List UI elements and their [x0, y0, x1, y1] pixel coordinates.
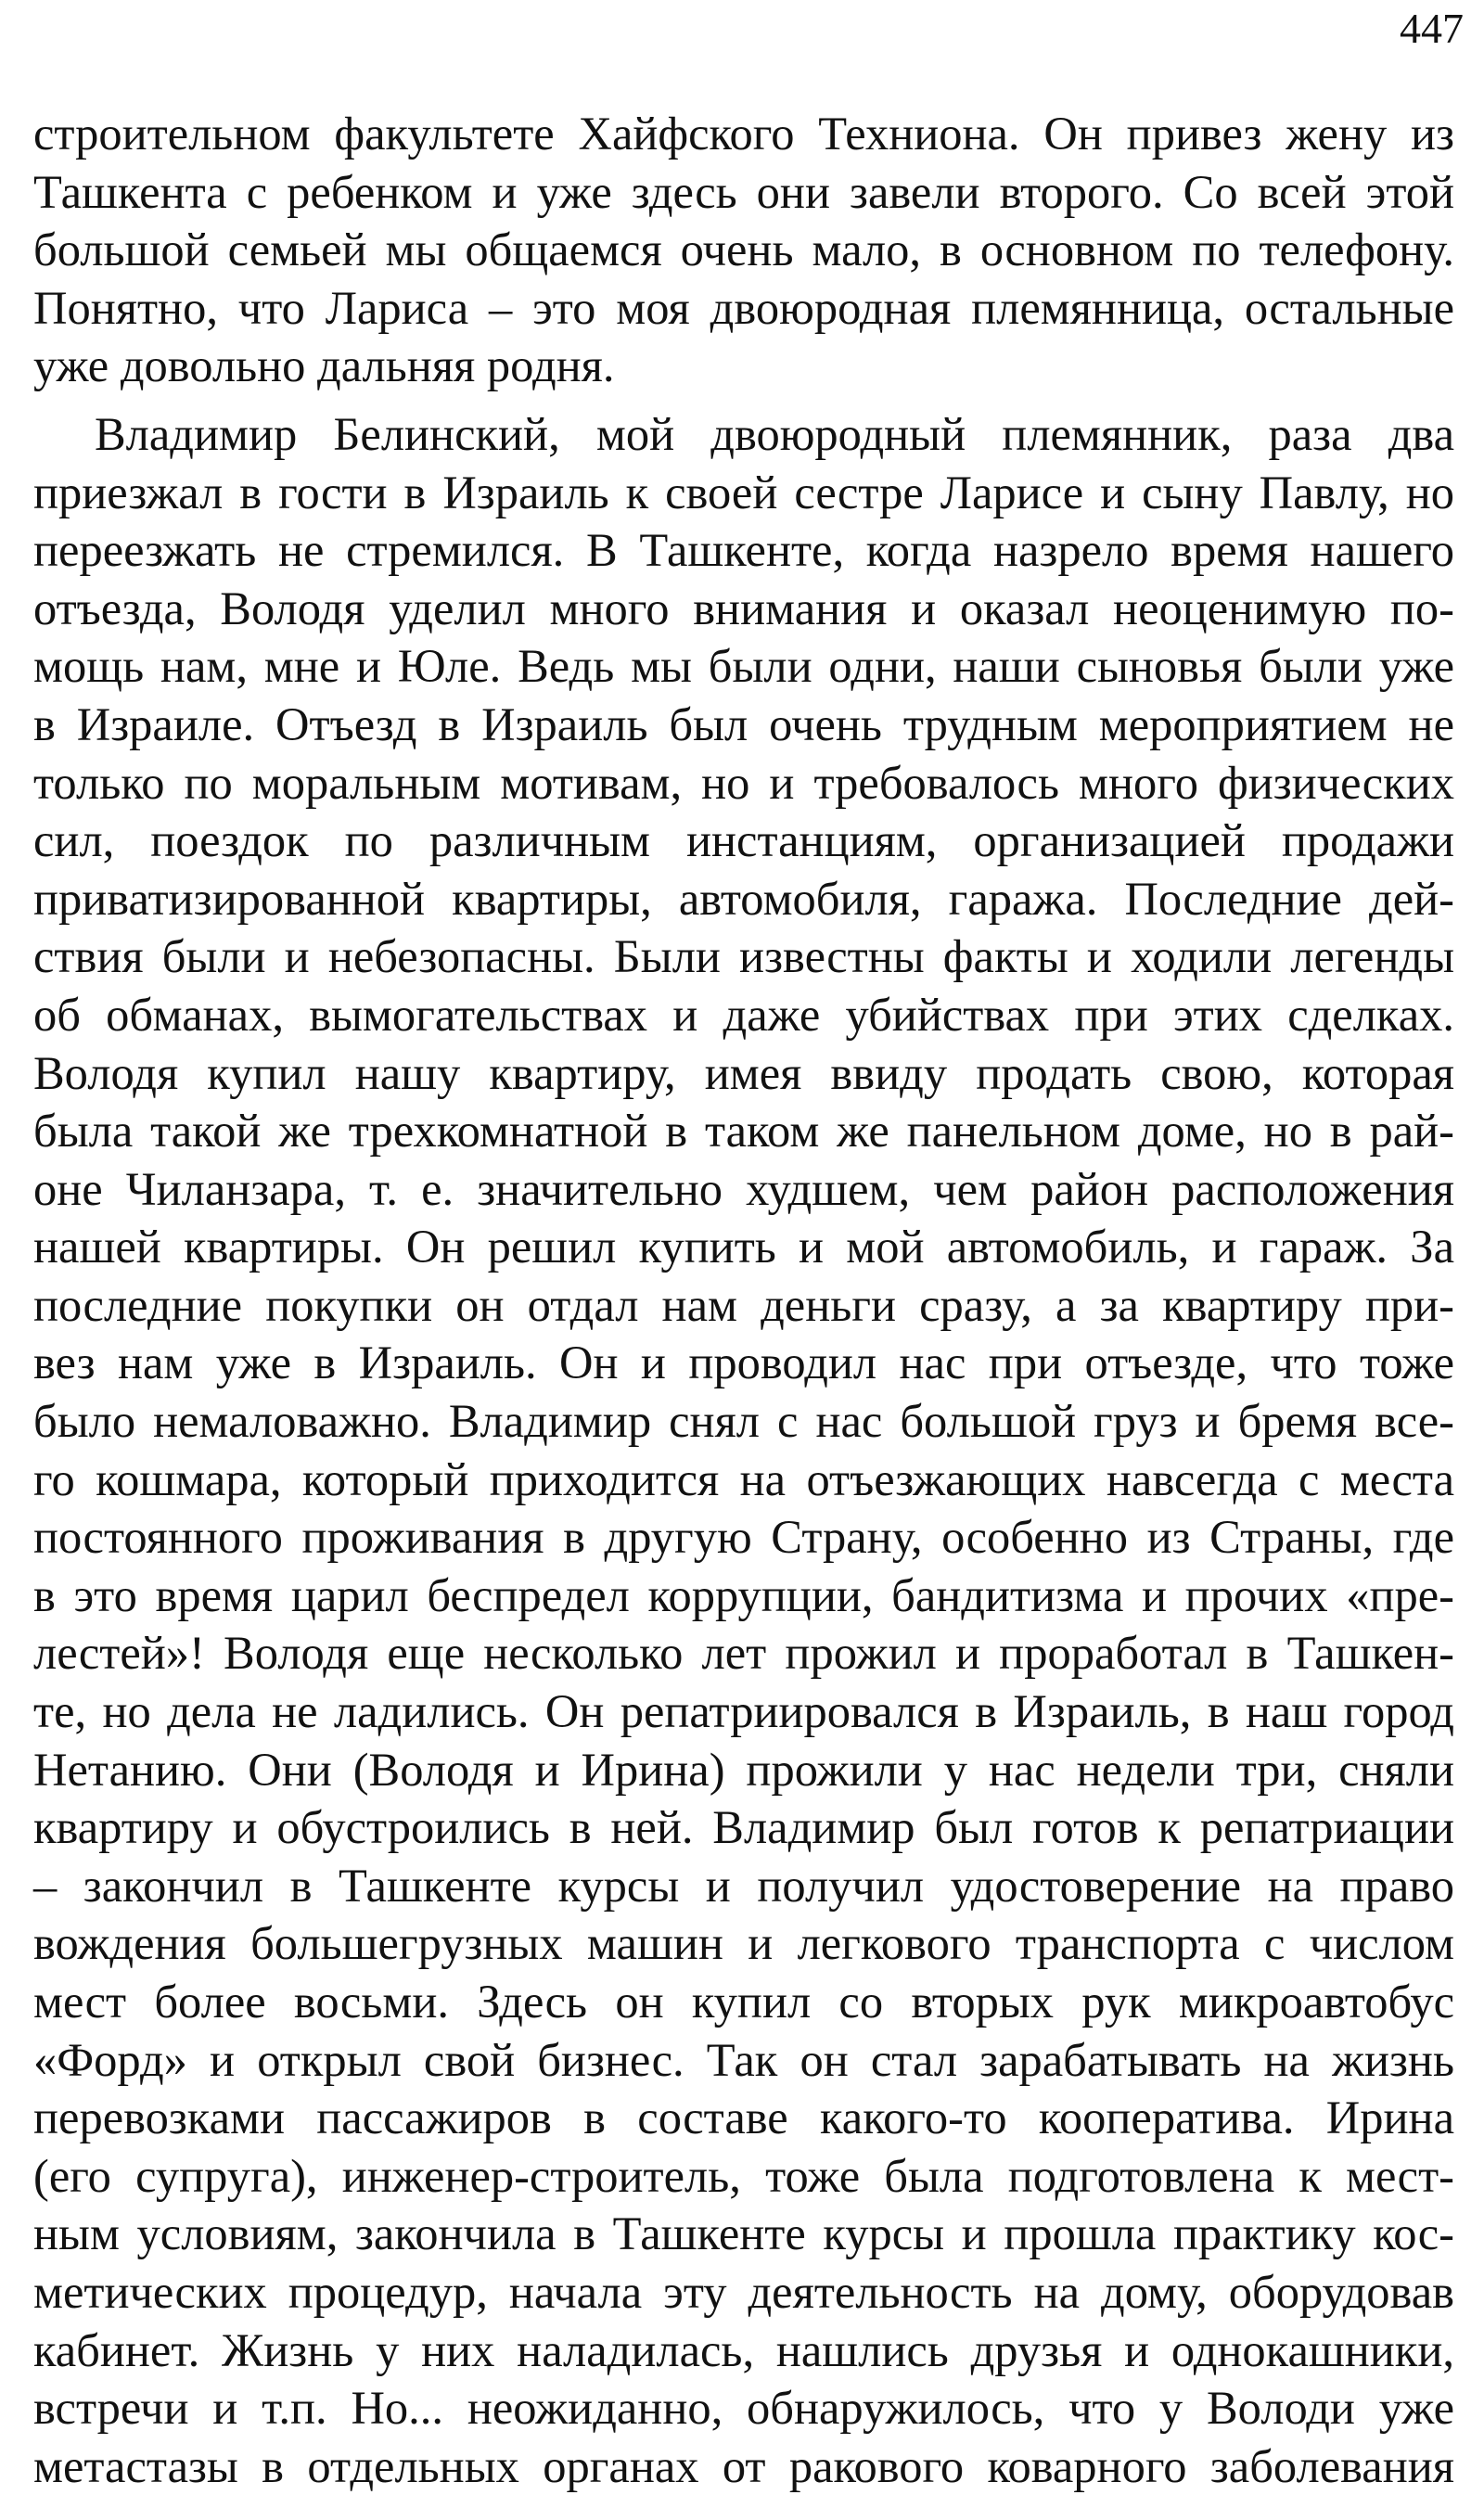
text-line: сил, поездок по различным инстанциям, организацией продажи [33, 814, 1454, 867]
text-line: ствия были и небезопасны. Были известны факты и ходили легенды [33, 930, 1454, 983]
text-line: мест более восьми. Здесь он купил со вторых рук микроавтобус [33, 1976, 1454, 2028]
text-line: квартиру и обустроились в ней. Владимир был готов к репатриации [33, 1801, 1454, 1854]
text-line: вез нам уже в Израиль. Он и проводил нас при отъезде, что тоже [33, 1337, 1454, 1389]
text-line: уже довольно дальняя родня. [33, 339, 615, 392]
text-line: (его супруга), инженер-строитель, тоже была подготовлена к мест- [33, 2149, 1454, 2202]
text-line: «Форд» и открыл свой бизнес. Так он стал зарабатывать на жизнь [33, 2033, 1454, 2086]
page-number: 447 [1400, 5, 1464, 52]
text-line: было немаловажно. Владимир снял с нас большой груз и бремя все- [33, 1395, 1454, 1448]
text-line: вождения большегрузных машин и легкового транспорта с числом [33, 1917, 1454, 1970]
text-line: постоянного проживания в другую Страну, особенно из Страны, где [33, 1511, 1454, 1564]
text-line: мощь нам, мне и Юле. Ведь мы были одни, наши сыновья были уже [33, 640, 1454, 693]
text-line: приватизированной квартиры, автомобиля, гаража. Последние дей- [33, 872, 1454, 925]
text-line: об обманах, вымогательствах и даже убийствах при этих сделках. [33, 988, 1454, 1041]
text-line: Понятно, что Лариса – это моя двоюродная племянница, остальные [33, 281, 1454, 334]
text-line: отъезда, Володя уделил много внимания и оказал неоценимую по- [33, 582, 1454, 634]
text-line: большой семьей мы общаемся очень мало, в основном по телефону. [33, 224, 1454, 276]
text-line: кабинет. Жизнь у них наладилась, нашлись друзья и однокашники, [33, 2323, 1454, 2376]
text-line: приезжал в гости в Израиль к своей сестре Ларисе и сыну Павлу, но [33, 466, 1454, 518]
text-line: Владимир Белинский, мой двоюродный племянник, раза два [95, 407, 1454, 460]
text-line: Нетанию. Они (Володя и Ирина) прожили у нас недели три, сняли [33, 1743, 1454, 1796]
body-text [33, 105, 1454, 2495]
text-line: последние покупки он отдал нам деньги сразу, а за квартиру при- [33, 1278, 1454, 1331]
text-line: Ташкента с ребенком и уже здесь они завели второго. Со всей этой [33, 165, 1454, 218]
text-line: те, но дела не ладились. Он репатриировался в Израиль, в наш город [33, 1685, 1454, 1738]
text-line: в это время царил беспредел коррупции, бандитизма и прочих «пре- [33, 1568, 1454, 1621]
text-line: ным условиям, закончила в Ташкенте курсы и прошла практику кос- [33, 2207, 1454, 2260]
paragraph [33, 405, 1454, 2495]
text-line: только по моральным мотивам, но и требовалось много физических [33, 756, 1454, 809]
text-line: переезжать не стремился. В Ташкенте, когда назрело время нашего [33, 524, 1454, 577]
text-line: оне Чиланзара, т. е. значительно худшем, чем район расположения [33, 1162, 1454, 1215]
text-line: строительном факультете Хайфского Техниона. Он привез жену из [33, 108, 1454, 160]
text-line: го кошмара, который приходится на отъезжающих навсегда с места [33, 1452, 1454, 1505]
text-line: Володя купил нашу квартиру, имея ввиду продать свою, которая [33, 1046, 1454, 1099]
text-line: нашей квартиры. Он решил купить и мой автомобиль, и гараж. За [33, 1221, 1454, 1273]
text-line: метических процедур, начала эту деятельность на дому, оборудовав [33, 2265, 1454, 2318]
text-line: была такой же трехкомнатной в таком же панельном доме, но в рай- [33, 1105, 1454, 1158]
text-line: перевозками пассажиров в составе какого-то кооператива. Ирина [33, 2092, 1454, 2144]
text-line: встречи и т.п. Но... неожиданно, обнаружилось, что у Володи уже [33, 2382, 1454, 2435]
text-line: – закончил в Ташкенте курсы и получил удостоверение на право [33, 1859, 1454, 1912]
text-line: лестей»! Володя еще несколько лет прожил и проработал в Ташкен- [33, 1627, 1454, 1680]
text-line: метастазы в отдельных органах от ракового коварного заболевания [33, 2439, 1454, 2492]
paragraph [33, 105, 1454, 395]
text-line: в Израиле. Отъезд в Израиль был очень трудным мероприятием не [33, 697, 1454, 750]
